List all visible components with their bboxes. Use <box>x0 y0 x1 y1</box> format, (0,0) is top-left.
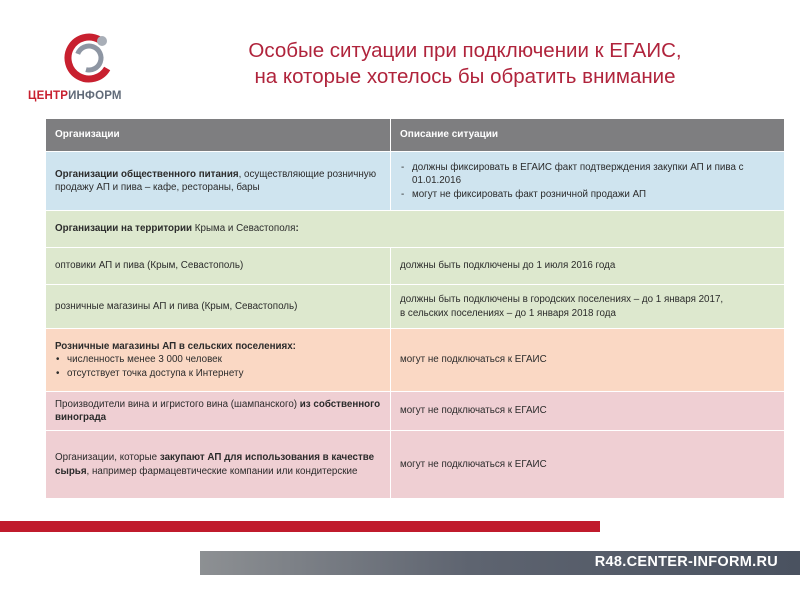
row-6-org <box>46 392 391 431</box>
row-5-org-title: Розничные магазины АП в сельских поселениях: <box>55 340 296 352</box>
row-1-org-bold: Организации общественного питания <box>55 168 239 180</box>
row-2-bold-2: : <box>295 223 299 235</box>
row-1-org <box>46 152 391 211</box>
red-divider <box>0 521 600 532</box>
table-row <box>46 392 785 431</box>
logo-emblem-icon <box>63 28 115 88</box>
row-5-desc: могут не подключаться к ЕГАИС <box>391 329 785 392</box>
table-row <box>46 211 785 248</box>
table-row <box>46 248 785 285</box>
row-2-crimea <box>46 211 785 248</box>
row-7-org <box>46 431 391 499</box>
row-6-org-plain: Производители вина и игристого вина (шампанского) <box>55 398 300 410</box>
header-description: Описание ситуации <box>391 119 785 152</box>
row-5-org <box>46 329 391 392</box>
row-1-desc-list <box>400 161 775 202</box>
table-row <box>46 329 785 392</box>
row-7-org-b1: закупают АП для использования в качестве сырья <box>55 452 375 477</box>
row-2-rest: Крыма и Севастополя <box>194 223 296 235</box>
row-7-desc: могут не подключаться к ЕГАИС <box>391 431 785 499</box>
company-logo <box>28 28 143 108</box>
table-row <box>46 152 785 211</box>
logo-part-1: ЦЕНТР <box>28 90 69 102</box>
list-item: • отсутствует точка доступа к Интернету <box>67 367 381 381</box>
situations-table <box>45 118 785 499</box>
row-6-org-bold: из собственного винограда <box>55 398 381 423</box>
title-line-2: на которые хотелось бы обратить внимание <box>254 65 676 88</box>
row-5-org-list <box>55 353 381 380</box>
row-1-desc <box>391 152 785 211</box>
list-item: - могут не фиксировать факт розничной продажи АП <box>412 188 775 202</box>
footer-bar <box>200 551 800 575</box>
row-2-bold-1: Организации на территории <box>55 223 195 235</box>
row-7-org-p1: Организации, которые <box>55 452 160 463</box>
footer-url: R48.CENTER-INFORM.RU <box>594 554 778 570</box>
row-7-org-p2: , например фармацевтические компании или кондитерские <box>86 465 358 477</box>
row-6-desc: могут не подключаться к ЕГАИС <box>391 392 785 431</box>
row-1-org-rest: , осуществляющие розничную продажу АП и пива – кафе, рестораны, бары <box>55 168 377 193</box>
slide-title <box>160 38 770 90</box>
list-item: - должны фиксировать в ЕГАИС факт подтверждения закупки АП и пива с 01.01.2016 <box>412 161 775 188</box>
table-row <box>46 431 785 499</box>
row-3-desc: должны быть подключены до 1 июля 2016 года <box>391 248 785 285</box>
row-4-org: розничные магазины АП и пива (Крым, Севастополь) <box>46 285 391 329</box>
logo-wordmark <box>28 90 158 102</box>
row-4-desc-line-2: в сельских поселениях – до 1 января 2018 года <box>400 307 616 319</box>
row-3-org: оптовики АП и пива (Крым, Севастополь) <box>46 248 391 285</box>
logo-part-2: ИНФОРМ <box>68 90 122 102</box>
row-4-desc <box>391 285 785 329</box>
list-item: • численность менее 3 000 человек <box>67 353 381 367</box>
header-organizations: Организации <box>46 119 391 152</box>
title-line-1: Особые ситуации при подключении к ЕГАИС, <box>248 39 682 62</box>
table-row <box>46 285 785 329</box>
row-4-desc-line-1: должны быть подключены в городских поселениях – до 1 января 2017, <box>400 294 724 305</box>
table-header-row <box>46 119 785 152</box>
